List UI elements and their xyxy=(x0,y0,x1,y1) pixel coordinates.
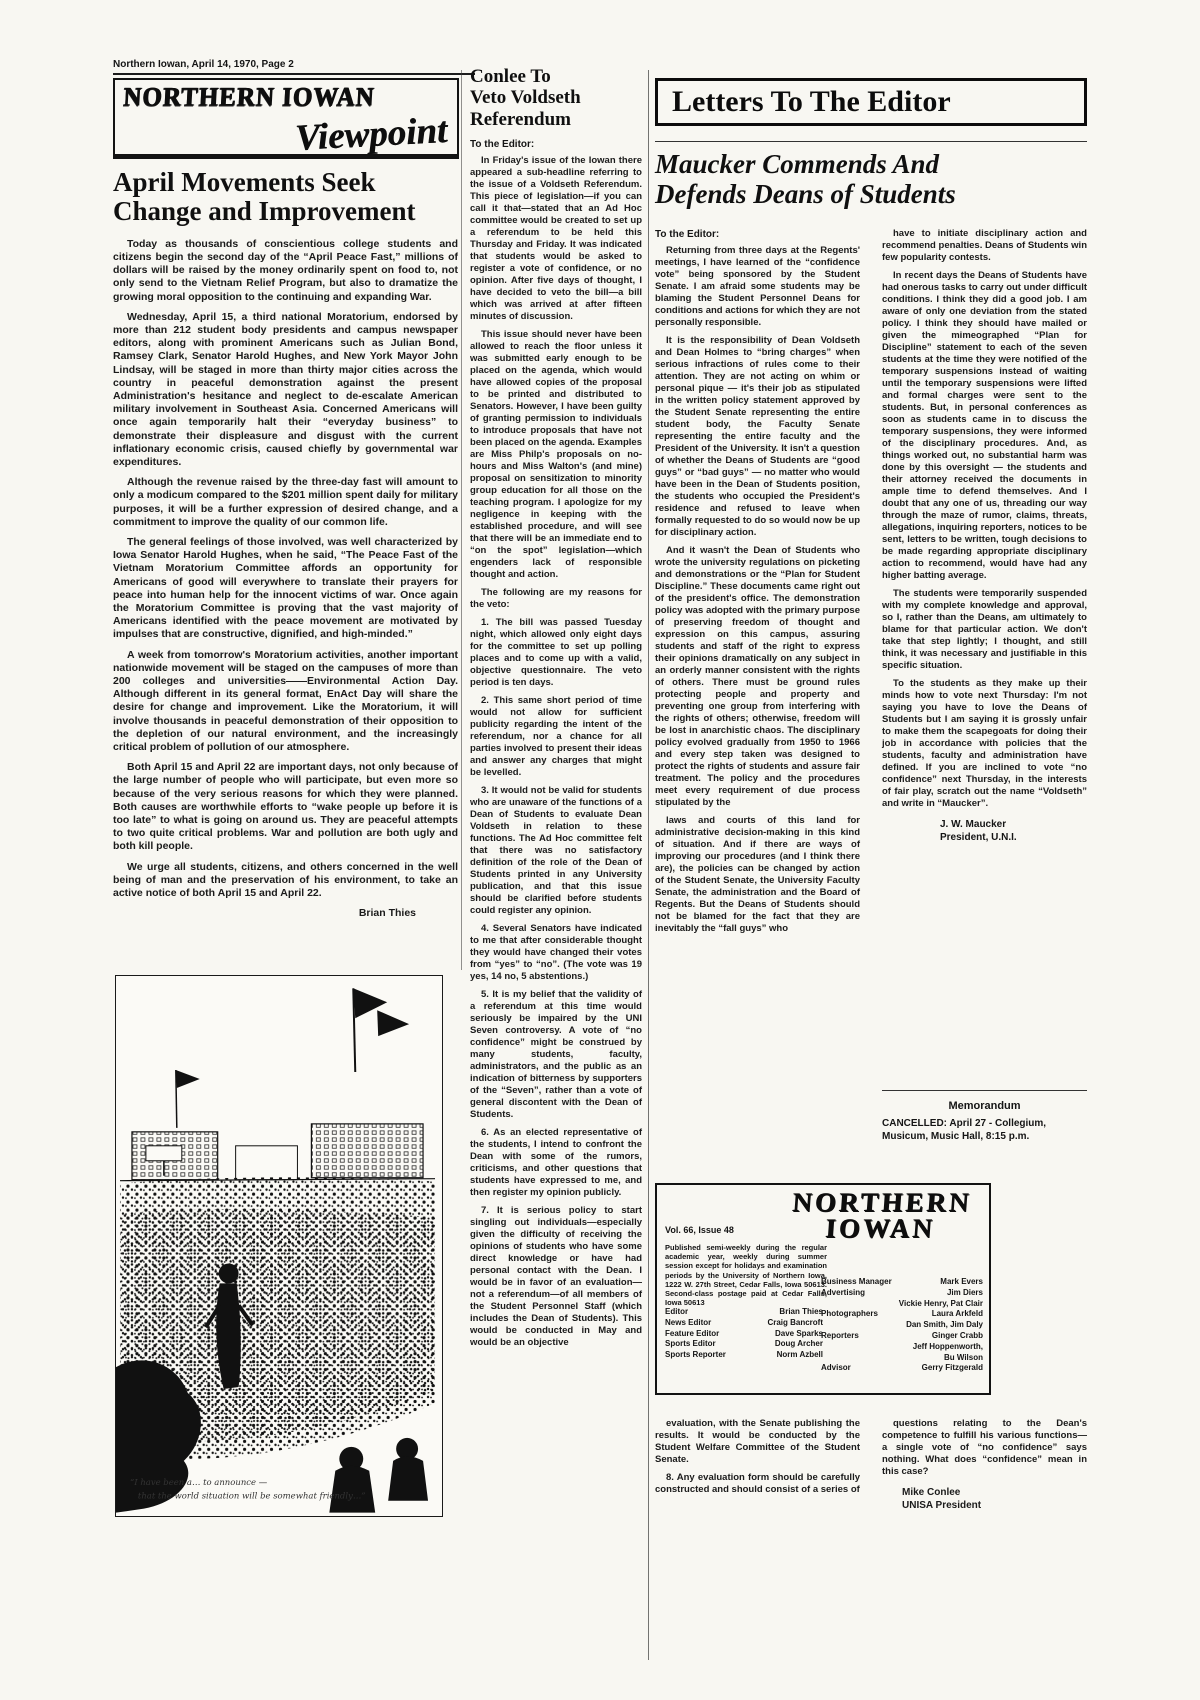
staff-row: Dan Smith, Jim Daly xyxy=(906,1320,983,1330)
signature-title: UNISA President xyxy=(902,1500,982,1511)
memorandum-notice xyxy=(882,1090,1087,1143)
viewpoint-body xyxy=(113,238,458,921)
paragraph: And it wasn't the Dean of Students who wrote the university regulations on picketing and demonstrations or the “Plan for Student Discipline.” These documents came right out of the president's office. The demonstration policy was adopted with the primary purpose of preserving freedom of thought and expression on this campus, assuring students and staff of the right to express their opinions dramatically on any subject in an orderly manner consistent with the rights of others. There must be ground rules protecting people and property and preventing one group from interfering with the rights of others; otherwise, freedom will be lost in anarchistic chaos. The disciplinary policy evolved gradually from 1950 to 1966 and every step taken was designed to protect the rights of students and assure fair treatment. The policy and the procedures meet every requirement of due process stipulated by the xyxy=(655,545,860,808)
letter-signature xyxy=(882,1486,1087,1512)
paragraph: We urge all students, citizens, and others concerned in the well being of man and the preservation of his environment, to take an active notice of both April 15 and April 22. xyxy=(113,860,458,900)
paragraph: Today as thousands of conscientious college students and citizens begin the second day of the “April Peace Fast,” millions of dollars will be raised by the money ordinarily spent on food to, not only send to the Vietnam Relief Program, but also to dramatize the growing moral opposition to the continuing and expanding War. xyxy=(113,237,458,303)
logo-line: NORTHERN xyxy=(791,1187,973,1217)
signature-name: J. W. Maucker xyxy=(940,819,1007,830)
column-divider-left xyxy=(461,70,462,970)
cartoon-caption-line2: that the world situation will be somewhat friendly…” xyxy=(137,1490,366,1501)
paragraph: The students were temporarily suspended with my complete knowledge and approval, so I, rather than the Deans, am ultimately to blame for that particular action. We don't take that step lightly; I thought, and still think, it was necessary and justifiable in this specific situation. xyxy=(882,588,1087,671)
cartoon-drawing xyxy=(116,976,439,1513)
staff-row: Business Manager Mark Evers xyxy=(821,1277,983,1286)
northern-iowan-logo xyxy=(779,1189,983,1242)
paragraph: In recent days the Deans of Students have had onerous tasks to carry out under difficult conditions. I think they did a good job. I am aware of only one deviation from the stated policy. I think they should have mailed or given the mimeographed “Plan for Discipline” statement to each of the seven students at the time they were notified of the temporary suspensions instead of waiting until the temporary suspensions were lifted and formal charges were sent to the students. But, in personal conferences as soon as students came in to discuss the temporary suspensions, they were informed of the disciplinary procedures. And, as things worked out, no substantial harm was done by this oversight — the students and their attorney received the documents in ample time to defend themselves. And I doubt that any one of us, threading our way through the maze of rumor, claims, threats, allegations, inquiring reporters, notices to be sent, letters to be written, tough decisions to be made regarding appropriate disciplinary action to recommend, would have had any higher batting average. xyxy=(882,270,1087,581)
paragraph: questions relating to the Dean's competence to fulfill his various functions—a single vote of “no confidence” says nothing. What does “confidence” mean in this case? xyxy=(882,1418,1087,1477)
maucker-headline xyxy=(655,149,1087,209)
staff-list-editorial xyxy=(665,1307,823,1361)
letter-signature xyxy=(882,818,1087,844)
conlee-body xyxy=(470,155,642,1349)
letters-banner-title: Letters To The Editor xyxy=(672,85,951,118)
paragraph: evaluation, with the Senate publishing the results. It would be conducted by the Student Welfare Committee of the Student Senate. xyxy=(655,1418,860,1465)
paragraph: 4. Several Senators have indicated to me that after considerable thought they would have changed their votes from “yes” to “no”. (The vote was 19 yes, 14 no, 5 abstentions.) xyxy=(470,922,642,982)
memorandum-body: CANCELLED: April 27 - Collegium, Musicum, Music Hall, 8:15 p.m. xyxy=(882,1118,1047,1142)
staff-row: Sports Reporter Norm Azbell xyxy=(665,1350,823,1360)
headline-line: Maucker Commends And xyxy=(655,149,940,179)
paragraph: laws and courts of this land for administrative decision-making in this kind of situation. And if there are ways of improving our procedures (and I think there are), the policies can be changed by action of the Student Senate, the University Faculty Senate, the administration and the Board of Regents. But the Deans of Students should not be blamed for the fact that they are inevitably the “fall guys” who xyxy=(655,815,860,934)
publication-info: Published semi-weekly during the regular academic year, weekly during summer session except for holidays and examination periods by the University of Northern Iowa, 1222 W. 27th Street, Cedar Falls, Iowa 50613. Second-class postage paid at Cedar Falls, Iowa 50613 xyxy=(665,1243,827,1308)
staff-row: Jeff Hoppenworth, xyxy=(912,1341,983,1351)
column-divider-right xyxy=(648,70,649,1660)
headline-line: Veto Voldseth xyxy=(470,87,581,109)
masthead-subtitle: Viewpoint xyxy=(293,110,448,159)
staff-row: Photographers Laura Arkfeld xyxy=(821,1309,983,1319)
paragraph: have to initiate disciplinary action and recommend penalties. Deans of Students win few popularity contests. xyxy=(882,228,1087,263)
paragraph: In Friday's issue of the Iowan there appeared a sub-headline referring to the issue of a Voldseth Referendum. This piece of legislation—if you can call it that—stated that an Ad Hoc committee would be created to set up a referendum to be held this Thursday and Friday. It was indicated that students would be asked to register a vote of confidence, or no opinion. After five days of thought, I have decided to veto the bill—a bill which was arrived at after fifteen minutes of discussion. xyxy=(470,154,642,322)
paragraph: Although the revenue raised by the three-day fast will amount to only a modicum compared to the $201 million spent daily for military purposes, it will be a further expression of desired change, and a commitment to improve the quality of our common life. xyxy=(113,476,458,528)
staff-row: Sports Editor Doug Archer xyxy=(665,1339,823,1349)
masthead-logo: NORTHERN IOWAN xyxy=(122,82,376,113)
paragraph: To the students as they make up their minds how to vote next Thursday: I'm not saying you have to love the Deans of Students but I am saying it is grossly unfair to make them the scapegoats for doing their job in accordance with policies that the students, faculty and administration have defined. If you are inclined to vote “no confidence” next Thursday, in the interests of fair play, scratch out the name “Voldseth” and write in “Maucker”. xyxy=(882,678,1087,809)
staff-list-business xyxy=(821,1277,983,1374)
staff-row: Feature Editor Dave Sparks xyxy=(665,1328,823,1338)
salutation: To the Editor: xyxy=(470,138,535,150)
viewpoint-article xyxy=(113,168,458,928)
signature-name: Mike Conlee xyxy=(902,1487,961,1498)
paragraph: 8. Any evaluation form should be carefully constructed and should consist of a series of xyxy=(655,1472,860,1495)
conlee-headline xyxy=(470,66,642,130)
paragraph: The following are my reasons for the veto: xyxy=(470,586,642,610)
salutation: To the Editor: xyxy=(655,229,720,240)
maucker-column-2 xyxy=(882,228,1087,844)
headline-line: Conlee To xyxy=(470,66,551,87)
memorandum-title: Memorandum xyxy=(948,1100,1021,1112)
paragraph: 2. This same short period of time would not allow for sufficient publicity regarding the intent of the referendum, nor a chance for all parties involved to present their ideas and answer any charges that might be levelled. xyxy=(470,694,642,778)
paragraph: 5. It is my belief that the validity of a referendum at this time would seriously be impaired by the UNI Seven controversy. A vote of “no confidence” might be construed by many students, faculty, administrators, and the public as an indication of bitterness by supporters of the “Seven”, rather than a vote of general discontent with the Dean of Students. xyxy=(470,988,642,1120)
staff-row: Advertising Jim Diers xyxy=(821,1287,983,1297)
headline-line: Referendum xyxy=(470,108,571,130)
paragraph: The general feelings of those involved, was well characterized by Iowa Senator Harold Hughes, when he said, “The Peace Fast of the Vietnam Moratorium Committee affords an opportunity for Americans of good will everywhere to translate their prayers for peace into human help for the innocent victims of war. Once again the Moratorium Committee is proving that the vast majority of Americans identified with the peace movement are motivated by impulses that are constructive, dignified, and high-minded.” xyxy=(113,536,458,641)
cartoon-caption-line1: “I have been a… to announce — xyxy=(129,1476,268,1487)
conlee-continuation-right xyxy=(882,1418,1087,1512)
paragraph: Wednesday, April 15, a third national Moratorium, endorsed by more than 212 student body presidents and campus newspaper editors, along with prominent Americans such as Julian Bond, Ramsey Clark, Senator Harold Hughes, and New York Mayor John Lindsay, will be staged in more than thirty major cities across the country in peaceful demonstration against the present Administration's hesitance and neglect to de-escalate American military involvement in Southeast Asia. Concerned Americans will once again temporarily halt their “everyday business” to demonstrate their displeasure and disgust with the current inflationary economic crisis, caused chiefly by governmental war expenditures. xyxy=(113,310,458,468)
paragraph: It is the responsibility of Dean Voldseth and Dean Holmes to “bring charges” when serious infractions of rules come to their attention. They are not acting on whim or personal pique — it's their job as stipulated in the written policy statement approved by the Student Senate representing the entire student body, the Faculty Senate representing the entire faculty and the President of the University. It isn't a question of whether the Deans of Students are “good guys” or “bad guys” — no matter who would have been in the Dean of Students position, the students who occupied the President's residence and refused to leave when formally requested to do so would now be up for disciplinary action. xyxy=(655,335,860,538)
staff-masthead-box xyxy=(655,1183,991,1395)
paragraph: Both April 15 and April 22 are important days, not only because of the large number of people who will participate, but even more so because of the very serious reasons for which they were planned. Both causes are worthwhile efforts to “wake people up before it is too late” to what is going on around us. They are peaceful attempts to two quite critical problems. War and pollution are both ugly and both kill people. xyxy=(113,761,458,853)
page-header: Northern Iowan, April 14, 1970, Page 2 xyxy=(113,58,475,75)
issue-number: Vol. 66, Issue 48 xyxy=(665,1225,734,1235)
viewpoint-masthead xyxy=(113,78,459,159)
conlee-letter xyxy=(470,66,642,1355)
editorial-cartoon xyxy=(115,975,443,1517)
staff-row: Reporters Ginger Crabb xyxy=(821,1330,983,1340)
section-rule xyxy=(655,141,1087,142)
paragraph: 7. It is serious policy to start singling out individuals—especially given the difficulty of receiving the opinions of students who have some direct knowledge or have had personal contact with the Dean. I would be in favor of an evaluation—not a referendum—of all members of the Student Personnel Staff (which includes the Dean of Students). This would be conducted in May and would be an objective xyxy=(470,1204,642,1348)
paragraph: Returning from three days at the Regents' meetings, I have learned of the “confidence vote” being sponsored by the Student Senate. I am afraid some students may be blaming the Student Personnel Deans for conditions and actions for which they are not personally responsible. xyxy=(655,245,860,328)
headline-line: Defends Deans of Students xyxy=(655,179,956,210)
signature-title: President, U.N.I. xyxy=(940,832,1017,843)
paragraph: This issue should never have been allowed to reach the floor unless it was submitted early enough to be placed on the agenda, which would have allowed copies of the proposal to be printed and distributed to Senators. However, I have been guilty of granting permission to individuals to introduce proposals that have not been placed on the agenda. Examples are Miss Philp's proposals on no-hours and Miss Walton's (and mine) proposal on sensitization to minority group education for all those on the teaching program. I apologize for my negligence in keeping with the established procedure, and will see that there will be an immediate end to “on the spot” legislation—which engenders lack of responsible thought and action. xyxy=(470,328,642,580)
staff-row: News Editor Craig Bancroft xyxy=(665,1317,823,1327)
logo-line: IOWAN xyxy=(824,1213,936,1244)
letters-banner xyxy=(655,78,1087,126)
viewpoint-headline: April Movements Seek Change and Improvement xyxy=(113,167,416,226)
staff-row: Bu Wilson xyxy=(943,1352,983,1362)
staff-row: Editor Brian Thies xyxy=(665,1307,823,1316)
maucker-column-1 xyxy=(655,228,860,941)
paragraph: 1. The bill was passed Tuesday night, which allowed only eight days for the committee to set up polling places and to come up with a valid, objective questionnaire. The veto period is ten days. xyxy=(470,616,642,688)
conlee-continuation-left xyxy=(655,1418,860,1502)
paragraph: A week from tomorrow's Moratorium activities, another important nationwide movement will be staged on the campuses of more than 200 colleges and universities——Environmental Action Day. Although different in its general format, EnAct Day will share the desire for change and improvement. Like the Moratorium, it will involve thousands in peaceful demonstration of their opposition to the depletion of our natural environment, and the increasingly critical problem of pollution of our atmosphere. xyxy=(113,648,458,754)
staff-row: Vickie Henry, Pat Clair xyxy=(898,1298,983,1308)
byline-signature: Brian Thies xyxy=(358,907,416,920)
paragraph: 3. It would not be valid for students who are unaware of the functions of a Dean of Students to evaluate Dean Voldseth in relation to these functions. The Ad Hoc committee felt that there was no satisfactory definition of the role of the Dean of Students printed in any University publication, and that this issue should be clarified before students could register any opinion. xyxy=(470,784,642,916)
staff-row: Advisor Gerry Fitzgerald xyxy=(821,1363,983,1373)
paragraph: 6. As an elected representative of the students, I intend to confront the Dean with some of the rumors, criticisms, and other questions that students have expressed to me, and then register my opinion publicly. xyxy=(470,1126,642,1198)
